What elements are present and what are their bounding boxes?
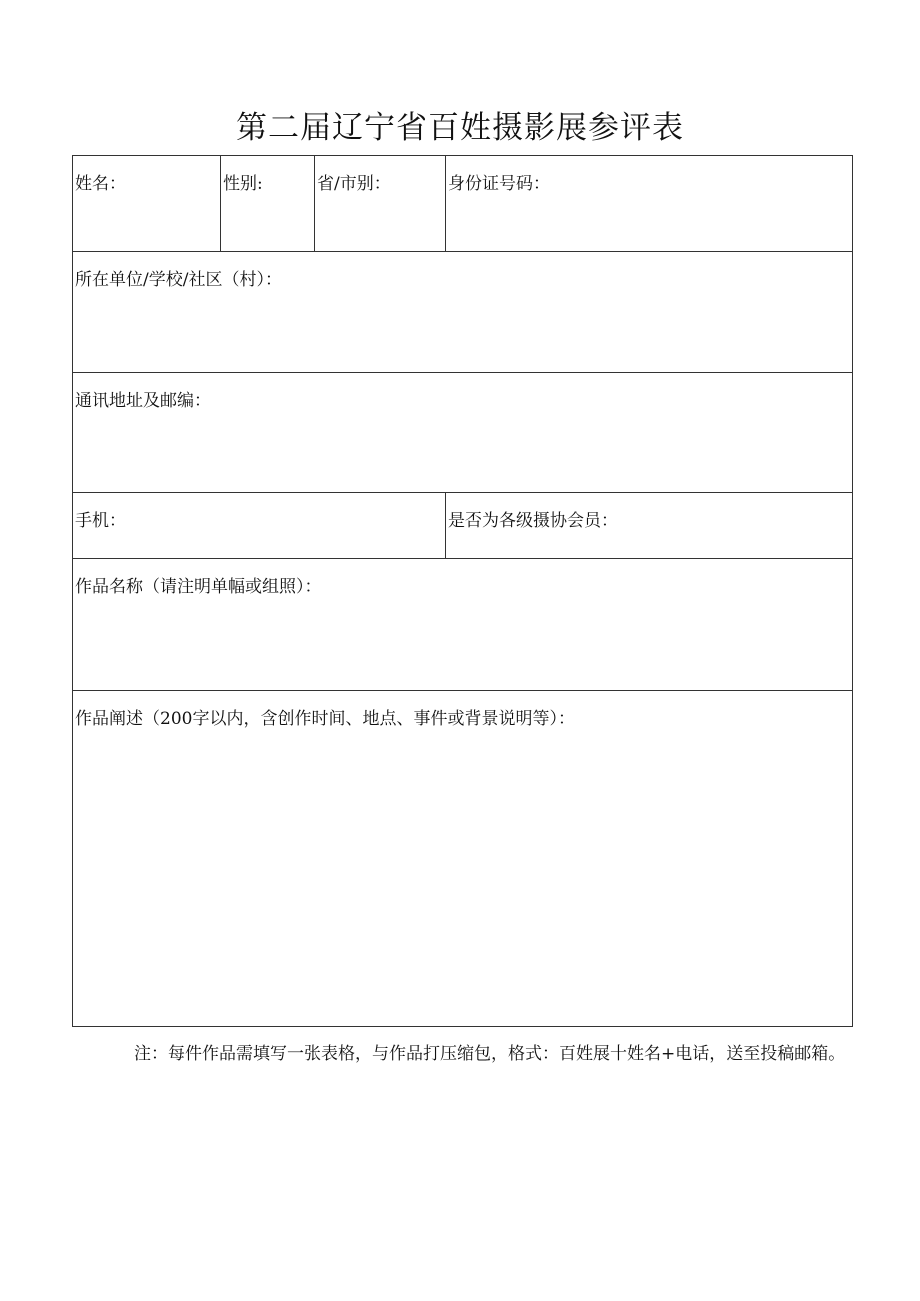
form-row-address <box>73 373 853 493</box>
province-city-label: 省/市别： <box>317 174 391 194</box>
form-row-contact <box>73 493 853 559</box>
phone-label: 手机： <box>75 511 126 531</box>
form-title: 第二届辽宁省百姓摄影展参评表 <box>236 110 684 146</box>
gender-cell[interactable] <box>221 156 315 252</box>
work-title-cell[interactable] <box>73 559 853 691</box>
phone-cell[interactable] <box>73 493 446 559</box>
form-row-organization <box>73 252 853 373</box>
work-title-label: 作品名称（请注明单幅或组照）： <box>75 577 322 597</box>
name-label: 姓名： <box>75 174 126 194</box>
entry-form-table <box>72 155 853 1027</box>
description-label: 作品阐述（200字以内，含创作时间、地点、事件或背景说明等）： <box>75 709 575 729</box>
name-cell[interactable] <box>73 156 221 252</box>
member-label: 是否为各级摄协会员： <box>448 511 618 531</box>
description-cell[interactable] <box>73 691 853 1027</box>
organization-label: 所在单位/学校/社区（村）： <box>75 270 282 290</box>
form-row-description <box>73 691 853 1027</box>
gender-label: 性别: <box>223 174 263 194</box>
address-cell[interactable] <box>73 373 853 493</box>
submission-note: 注：每件作品需填写一张表格，与作品打压缩包，格式：百姓展十姓名+电话，送至投稿邮箱。 <box>134 1044 846 1064</box>
form-row-work-title <box>73 559 853 691</box>
id-number-cell[interactable] <box>446 156 853 252</box>
province-city-cell[interactable] <box>315 156 446 252</box>
member-cell[interactable] <box>446 493 853 559</box>
organization-cell[interactable] <box>73 252 853 373</box>
id-number-label: 身份证号码： <box>448 174 550 194</box>
form-row-basic-info <box>73 156 853 252</box>
address-label: 通讯地址及邮编： <box>75 391 211 411</box>
